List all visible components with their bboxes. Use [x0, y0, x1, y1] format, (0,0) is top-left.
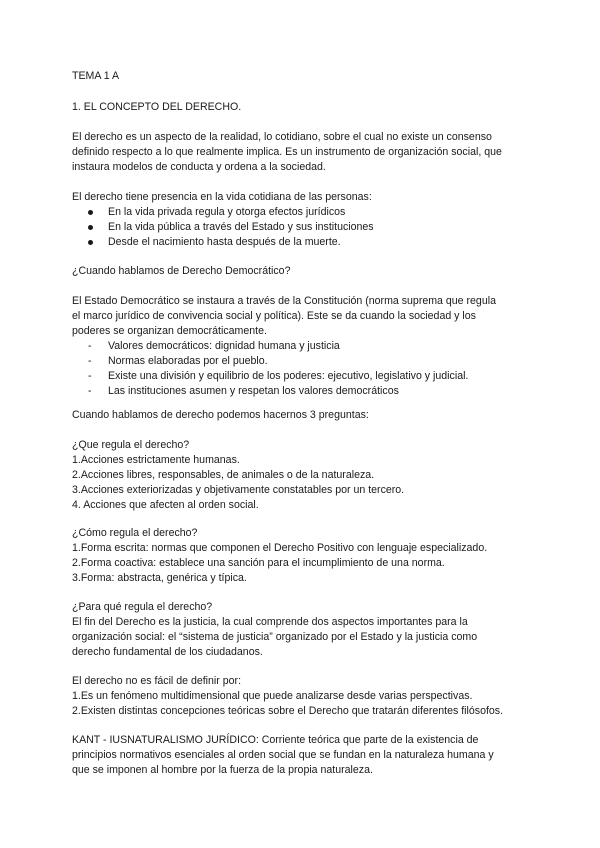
- numbered-item: 2.Acciones libres, responsables, de animales o de la naturaleza.: [72, 469, 375, 481]
- title-text: TEMA 1 A: [72, 70, 120, 82]
- kant-section: [72, 733, 532, 778]
- paragraph-line: El Estado Democrático se instaura a través de la Constitución (norma suprema que regula: [72, 295, 496, 307]
- democratic-question: [72, 264, 532, 279]
- section-heading: [72, 100, 532, 115]
- list-item: - Normas elaboradas por el pueblo.: [88, 355, 268, 367]
- three-questions-line: [72, 408, 532, 423]
- presence-section: [72, 190, 532, 250]
- bullet-dot: [88, 225, 93, 230]
- paragraph-line: poderes se organizan democráticamente.: [72, 325, 267, 337]
- democratic-section: [72, 294, 532, 399]
- list-item: - Las instituciones asumen y respetan los valores democráticos: [88, 385, 399, 397]
- question-title: ¿Para qué regula el derecho?: [72, 601, 213, 613]
- numbered-item: 4. Acciones que afecten al orden social.: [72, 499, 259, 511]
- question-2-section: [72, 526, 532, 586]
- list-item: En la vida pública a través del Estado y sus instituciones: [72, 220, 532, 235]
- question-3-section: [72, 600, 532, 660]
- paragraph-line: derecho fundamental de los ciudadanos.: [72, 646, 263, 658]
- presence-list: [72, 205, 532, 250]
- bullet-dot: [88, 240, 93, 245]
- numbered-item: 3.Forma: abstracta, genérica y típica.: [72, 572, 247, 584]
- intro-paragraph: [72, 130, 532, 175]
- numbered-item: 3.Acciones exteriorizadas y objetivamente constatables por un tercero.: [72, 484, 405, 496]
- paragraph-line: principios normativos esenciales al orden social que se fundan en la naturaleza humana y: [72, 749, 494, 761]
- paragraph-line: El fin del Derecho es la justicia, la cual comprende dos aspectos importantes para la: [72, 616, 468, 628]
- question-title: ¿Cómo regula el derecho?: [72, 527, 198, 539]
- paragraph-line: organización social: el “sistema de justicia” organizado por el Estado y la justicia como: [72, 631, 478, 643]
- numbered-item: 1.Es un fenómeno multidimensional que puede analizarse desde varias perspectivas.: [72, 690, 473, 702]
- paragraph-line: El derecho no es fácil de definir por:: [72, 675, 242, 687]
- paragraph-line: Cuando hablamos de derecho podemos hacernos 3 preguntas:: [72, 409, 369, 421]
- list-item: En la vida privada regula y otorga efectos jurídicos: [72, 205, 532, 220]
- paragraph-line: El derecho es un aspecto de la realidad, lo cotidiano, sobre el cual no existe un consenso: [72, 131, 492, 143]
- numbered-item: 1.Acciones estrictamente humanas.: [72, 454, 240, 466]
- question-title: ¿Que regula el derecho?: [72, 439, 190, 451]
- definition-section: [72, 674, 532, 719]
- paragraph-line: KANT - IUSNATURALISMO JURÍDICO: Corriente teórica que parte de la existencia de: [72, 734, 479, 746]
- paragraph-line: instaura modelos de conducta y ordena a la sociedad.: [72, 161, 326, 173]
- numbered-item: 1.Forma escrita: normas que componen el Derecho Positivo con lenguaje especializado.: [72, 542, 488, 554]
- question-text: ¿Cuando hablamos de Derecho Democrático?: [72, 265, 291, 277]
- heading-text: 1. EL CONCEPTO DEL DERECHO.: [72, 101, 242, 113]
- numbered-item: 2.Existen distintas concepciones teóricas sobre el Derecho que tratarán diferentes filósofos.: [72, 705, 504, 717]
- paragraph-line: El derecho tiene presencia en la vida cotidiana de las personas:: [72, 191, 372, 203]
- question-1-section: [72, 438, 532, 513]
- list-item: - Existe una división y equilibrio de los poderes: ejecutivo, legislativo y judicial.: [88, 370, 469, 382]
- list-item: - Valores democráticos: dignidad humana y justicia: [88, 340, 340, 352]
- bullet-dot: [88, 210, 93, 215]
- paragraph-line: el marco jurídico de convivencia social y política). Este se da cuando la sociedad y los: [72, 310, 476, 322]
- list-item: Desde el nacimiento hasta después de la muerte.: [72, 235, 532, 250]
- numbered-item: 2.Forma coactiva: establece una sanción para el incumplimiento de una norma.: [72, 557, 445, 569]
- democratic-list: [72, 339, 532, 399]
- paragraph-line: que se imponen al hombre por la fuerza de la propia naturaleza.: [72, 764, 373, 776]
- document-title: [72, 69, 532, 84]
- paragraph-line: definido respecto a lo que realmente implica. Es un instrumento de organización social, que: [72, 146, 502, 158]
